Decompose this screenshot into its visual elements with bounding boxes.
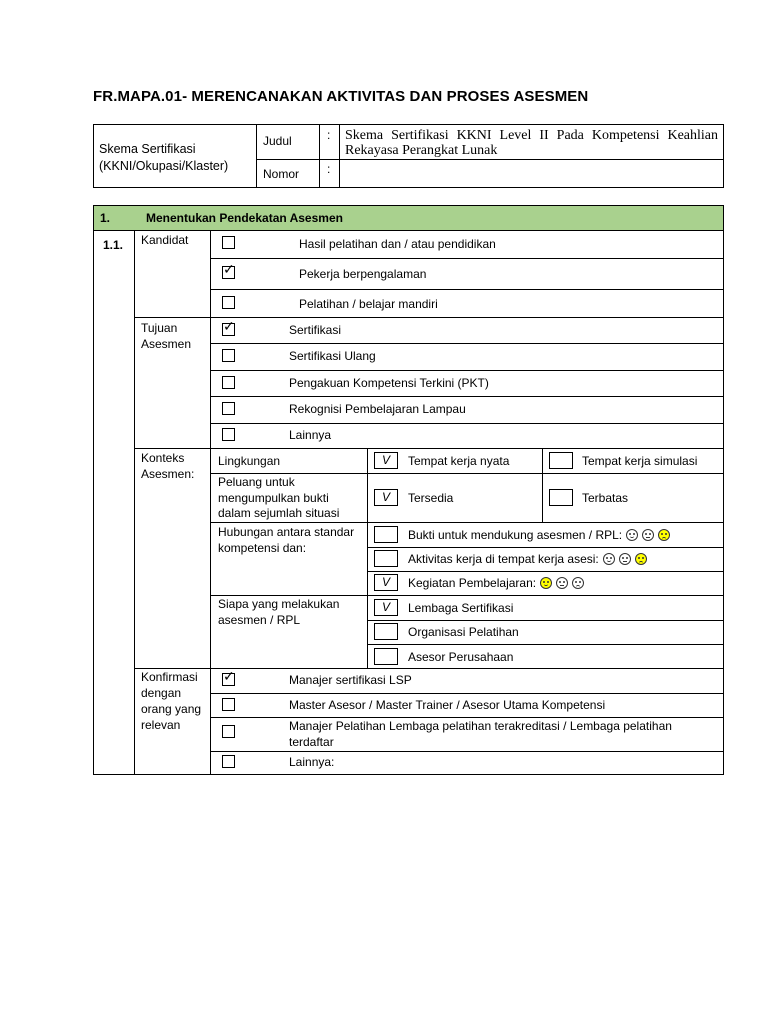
check-icon: ✓ xyxy=(223,669,235,685)
konfirmasi-option-2: Master Asesor / Master Trainer / Asesor Utama Kompetensi xyxy=(289,698,606,712)
neutral-face-icon xyxy=(556,577,568,589)
siapa-option-3: Asesor Perusahaan xyxy=(408,650,514,664)
konfirmasi-checkbox-2[interactable] xyxy=(222,698,235,711)
check-icon: ✓ xyxy=(223,262,235,278)
lingkungan-label: Lingkungan xyxy=(218,454,281,468)
lingkungan-option-1: Tempat kerja nyata xyxy=(408,454,510,468)
happy-face-icon xyxy=(540,577,552,589)
konfirmasi-option-4: Lainnya: xyxy=(289,755,335,769)
rating-faces xyxy=(536,576,584,590)
nomor-label: Nomor xyxy=(263,167,300,181)
kandidat-option-2: Pekerja berpengalaman xyxy=(299,267,427,281)
siapa-label: Siapa yang melakukan asesmen / RPL xyxy=(218,597,340,627)
tujuan-option-3: Pengakuan Kompetensi Terkini (PKT) xyxy=(289,376,489,390)
tujuan-checkbox-5[interactable] xyxy=(222,428,235,441)
rating-faces xyxy=(599,552,647,566)
lingkungan-checkbox-1[interactable]: V xyxy=(374,452,398,469)
sub-number: 1.1. xyxy=(103,238,124,252)
sad-face-icon xyxy=(572,577,584,589)
kandidat-checkbox-3[interactable] xyxy=(222,296,235,309)
konfirmasi-option-3: Manajer Pelatihan Lembaga pelatihan terakreditasi / Lembaga pelatihan terdaftar xyxy=(289,719,672,749)
kandidat-checkbox-2[interactable] xyxy=(222,262,235,279)
hubungan-label: Hubungan antara standar kompetensi dan: xyxy=(218,525,355,555)
tujuan-checkbox-3[interactable] xyxy=(222,376,235,389)
happy-face-icon xyxy=(626,529,638,541)
hubungan-checkbox-2[interactable] xyxy=(374,550,398,567)
judul-colon: : xyxy=(327,128,331,142)
kandidat-option-1: Hasil pelatihan dan / atau pendidikan xyxy=(299,237,496,251)
form-title: FR.MAPA.01- MERENCANAKAN AKTIVITAS DAN PROSES ASESMEN xyxy=(93,88,589,105)
section-number: 1. xyxy=(100,211,111,225)
siapa-option-1: Lembaga Sertifikasi xyxy=(408,601,514,615)
judul-value: Skema Sertifikasi KKNI Level II Pada Kompetensi Keahlian Rekayasa Perangkat Lunak xyxy=(345,128,718,158)
check-icon: ✓ xyxy=(223,319,235,335)
konfirmasi-checkbox-3[interactable] xyxy=(222,725,235,738)
kandidat-checkbox-1[interactable] xyxy=(222,236,235,249)
nomor-colon: : xyxy=(327,162,331,176)
tujuan-label: Tujuan Asesmen xyxy=(141,321,192,351)
lingkungan-option-2: Tempat kerja simulasi xyxy=(582,454,698,468)
tujuan-checkbox-2[interactable] xyxy=(222,349,235,362)
peluang-label: Peluang untuk mengumpulkan bukti dalam sejumlah situasi xyxy=(218,475,340,520)
konfirmasi-checkbox-4[interactable] xyxy=(222,755,235,768)
tujuan-checkbox-4[interactable] xyxy=(222,402,235,415)
hubungan-option-1-text: Bukti untuk mendukung asesmen / RPL: xyxy=(408,528,623,542)
hubungan-option-3-text: Kegiatan Pembelajaran: xyxy=(408,576,537,590)
skema-label: Skema Sertifikasi (KKNI/Okupasi/Klaster) xyxy=(99,142,229,173)
siapa-checkbox-3[interactable] xyxy=(374,648,398,665)
konfirmasi-label: Konfirmasi dengan orang yang relevan xyxy=(141,670,202,732)
peluang-checkbox-1[interactable]: V xyxy=(374,489,398,506)
siapa-option-2: Organisasi Pelatihan xyxy=(408,625,519,639)
hubungan-option-3 xyxy=(408,576,584,591)
kandidat-option-3: Pelatihan / belajar mandiri xyxy=(299,297,438,311)
peluang-option-2: Terbatas xyxy=(582,491,629,505)
hubungan-checkbox-3[interactable]: V xyxy=(374,574,398,591)
section-title: Menentukan Pendekatan Asesmen xyxy=(146,211,343,225)
happy-face-icon xyxy=(603,553,615,565)
konfirmasi-checkbox-1[interactable] xyxy=(222,669,235,686)
neutral-face-icon xyxy=(619,553,631,565)
tujuan-option-1: Sertifikasi xyxy=(289,323,342,337)
konteks-label: Konteks Asesmen: xyxy=(141,451,195,481)
sad-face-icon xyxy=(658,529,670,541)
siapa-checkbox-2[interactable] xyxy=(374,623,398,640)
konfirmasi-option-1: Manajer sertifikasi LSP xyxy=(289,673,412,687)
rating-faces xyxy=(622,528,670,542)
peluang-checkbox-2[interactable] xyxy=(549,489,573,506)
tujuan-option-4: Rekognisi Pembelajaran Lampau xyxy=(289,402,466,416)
hubungan-option-2-text: Aktivitas kerja di tempat kerja asesi: xyxy=(408,552,599,566)
lingkungan-checkbox-2[interactable] xyxy=(549,452,573,469)
judul-label: Judul xyxy=(263,134,292,148)
neutral-face-icon xyxy=(642,529,654,541)
tujuan-option-5: Lainnya xyxy=(289,428,332,442)
sad-face-icon xyxy=(635,553,647,565)
hubungan-option-2 xyxy=(408,552,647,567)
tujuan-option-2: Sertifikasi Ulang xyxy=(289,349,376,363)
siapa-checkbox-1[interactable]: V xyxy=(374,599,398,616)
kandidat-label: Kandidat xyxy=(141,233,189,247)
hubungan-checkbox-1[interactable] xyxy=(374,526,398,543)
hubungan-option-1 xyxy=(408,528,670,543)
tujuan-checkbox-1[interactable] xyxy=(222,319,235,336)
peluang-option-1: Tersedia xyxy=(408,491,454,505)
